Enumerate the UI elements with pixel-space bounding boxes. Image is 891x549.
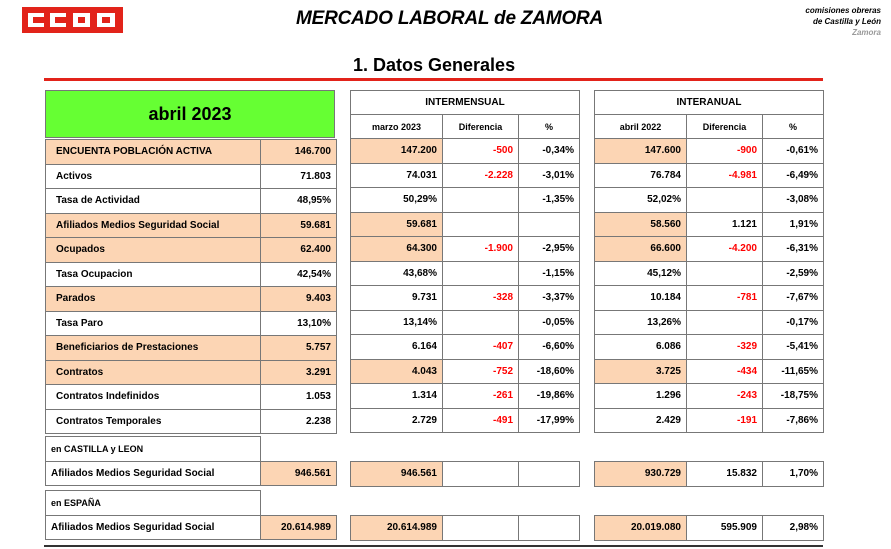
table-row <box>351 408 580 433</box>
intermensual-diff: -1.900 <box>443 237 519 262</box>
interanual-espana-diff: 595.909 <box>687 516 763 541</box>
bottom-divider <box>44 545 823 547</box>
intermensual-pct: -19,86% <box>519 384 580 409</box>
interanual-table <box>594 90 824 433</box>
table-row <box>46 311 337 336</box>
table-row <box>46 336 337 361</box>
interanual-pct: -0,61% <box>763 139 824 164</box>
interanual-castilla-value: 930.729 <box>595 462 687 487</box>
interanual-col-period: abril 2022 <box>595 115 687 139</box>
intermensual-value: 74.031 <box>351 163 443 188</box>
intermensual-pct: -2,95% <box>519 237 580 262</box>
intermensual-value: 50,29% <box>351 188 443 213</box>
table-row <box>46 164 337 189</box>
intermensual-value: 9.731 <box>351 286 443 311</box>
interanual-castilla-pct: 1,70% <box>763 462 824 487</box>
section-title: 1. Datos Generales <box>353 55 516 75</box>
indicator-label: Afiliados Medios Seguridad Social <box>46 213 261 238</box>
interanual-pct: -7,67% <box>763 286 824 311</box>
intermensual-pct: -18,60% <box>519 359 580 384</box>
indicator-label: Contratos Indefinidos <box>46 385 261 410</box>
table-row <box>351 188 580 213</box>
indicator-label: Contratos <box>46 360 261 385</box>
interanual-diff: -4.200 <box>687 237 763 262</box>
table-row <box>595 359 824 384</box>
table-row <box>351 384 580 409</box>
interanual-pct: -7,86% <box>763 408 824 433</box>
indicator-value: 146.700 <box>261 140 337 165</box>
table-row <box>595 384 824 409</box>
table-row <box>595 335 824 360</box>
table-row <box>595 188 824 213</box>
interanual-value: 2.429 <box>595 408 687 433</box>
indicator-label: Tasa Ocupacion <box>46 262 261 287</box>
intermensual-col-diff: Diferencia <box>443 115 519 139</box>
intermensual-diff: -407 <box>443 335 519 360</box>
interanual-diff <box>687 261 763 286</box>
castilla-value: 946.561 <box>261 461 337 486</box>
org-line-2: de Castilla y León <box>812 17 881 26</box>
interanual-diff: -243 <box>687 384 763 409</box>
interanual-castilla-row <box>594 461 824 487</box>
table-row <box>351 359 580 384</box>
table-row <box>595 212 824 237</box>
intermensual-espana-diff <box>443 516 519 541</box>
intermensual-value: 59.681 <box>351 212 443 237</box>
indicator-value: 1.053 <box>261 385 337 410</box>
interanual-diff: -781 <box>687 286 763 311</box>
indicator-label: Activos <box>46 164 261 189</box>
table-row <box>351 237 580 262</box>
document-title: MERCADO LABORAL de ZAMORA <box>296 8 604 29</box>
interanual-pct: -0,17% <box>763 310 824 335</box>
intermensual-diff <box>443 310 519 335</box>
interanual-col-pct: % <box>763 115 824 139</box>
castilla-row-label: Afiliados Medios Seguridad Social <box>46 461 261 486</box>
ccoo-logo <box>22 7 123 33</box>
intermensual-diff <box>443 188 519 213</box>
intermensual-value: 6.164 <box>351 335 443 360</box>
intermensual-pct <box>519 212 580 237</box>
table-row <box>351 286 580 311</box>
intermensual-pct: -0,05% <box>519 310 580 335</box>
table-row <box>46 287 337 312</box>
intermensual-espana-value: 20.614.989 <box>351 516 443 541</box>
espana-table <box>45 490 337 540</box>
interanual-pct: -3,08% <box>763 188 824 213</box>
indicator-label: Beneficiarios de Prestaciones <box>46 336 261 361</box>
table-row <box>351 335 580 360</box>
table-row <box>351 212 580 237</box>
castilla-leon-table <box>45 436 337 486</box>
interanual-diff: -191 <box>687 408 763 433</box>
intermensual-castilla-value: 946.561 <box>351 462 443 487</box>
table-row <box>595 139 824 164</box>
interanual-espana-row <box>594 515 824 541</box>
interanual-pct: -11,65% <box>763 359 824 384</box>
indicator-label: Tasa de Actividad <box>46 189 261 214</box>
org-line-3: Zamora <box>852 28 881 37</box>
intermensual-pct: -17,99% <box>519 408 580 433</box>
interanual-value: 58.560 <box>595 212 687 237</box>
intermensual-value: 13,14% <box>351 310 443 335</box>
org-line-1: comisiones obreras <box>805 6 881 15</box>
indicator-value: 48,95% <box>261 189 337 214</box>
interanual-espana-value: 20.019.080 <box>595 516 687 541</box>
interanual-title: INTERANUAL <box>595 91 824 115</box>
intermensual-value: 43,68% <box>351 261 443 286</box>
interanual-pct: -6,31% <box>763 237 824 262</box>
intermensual-pct: -3,37% <box>519 286 580 311</box>
table-row <box>595 408 824 433</box>
espana-heading: en ESPAÑA <box>46 491 261 516</box>
table-row <box>46 409 337 434</box>
intermensual-pct: -0,34% <box>519 139 580 164</box>
table-row <box>595 286 824 311</box>
indicator-value: 9.403 <box>261 287 337 312</box>
indicator-value: 42,54% <box>261 262 337 287</box>
intermensual-pct: -1,15% <box>519 261 580 286</box>
interanual-pct: -2,59% <box>763 261 824 286</box>
table-row <box>46 213 337 238</box>
interanual-value: 3.725 <box>595 359 687 384</box>
intermensual-table <box>350 90 580 433</box>
intermensual-value: 147.200 <box>351 139 443 164</box>
intermensual-diff <box>443 212 519 237</box>
castilla-heading: en CASTILLA y LEON <box>46 437 261 462</box>
table-row <box>595 163 824 188</box>
interanual-pct: -18,75% <box>763 384 824 409</box>
interanual-diff: -4.981 <box>687 163 763 188</box>
interanual-diff: -329 <box>687 335 763 360</box>
interanual-diff <box>687 310 763 335</box>
intermensual-castilla-row <box>350 461 580 487</box>
table-row <box>595 237 824 262</box>
intermensual-diff: -261 <box>443 384 519 409</box>
indicator-value: 3.291 <box>261 360 337 385</box>
section-divider <box>44 78 823 81</box>
interanual-diff: -900 <box>687 139 763 164</box>
indicator-value: 5.757 <box>261 336 337 361</box>
indicator-value: 62.400 <box>261 238 337 263</box>
table-row <box>351 310 580 335</box>
intermensual-col-pct: % <box>519 115 580 139</box>
interanual-diff: -434 <box>687 359 763 384</box>
table-row <box>351 139 580 164</box>
intermensual-diff <box>443 261 519 286</box>
intermensual-espana-pct <box>519 516 580 541</box>
indicator-value: 59.681 <box>261 213 337 238</box>
current-period-label: abril 2023 <box>45 90 335 138</box>
intermensual-value: 4.043 <box>351 359 443 384</box>
indicator-value: 13,10% <box>261 311 337 336</box>
interanual-value: 45,12% <box>595 261 687 286</box>
table-row <box>351 163 580 188</box>
interanual-value: 66.600 <box>595 237 687 262</box>
table-row <box>46 189 337 214</box>
table-row <box>46 262 337 287</box>
intermensual-diff: -752 <box>443 359 519 384</box>
table-row <box>351 261 580 286</box>
intermensual-diff: -491 <box>443 408 519 433</box>
interanual-pct: -6,49% <box>763 163 824 188</box>
indicator-value: 2.238 <box>261 409 337 434</box>
intermensual-col-period: marzo 2023 <box>351 115 443 139</box>
intermensual-value: 64.300 <box>351 237 443 262</box>
interanual-castilla-diff: 15.832 <box>687 462 763 487</box>
intermensual-castilla-diff <box>443 462 519 487</box>
intermensual-pct: -3,01% <box>519 163 580 188</box>
intermensual-pct: -1,35% <box>519 188 580 213</box>
intermensual-value: 2.729 <box>351 408 443 433</box>
indicators-table <box>45 139 337 434</box>
intermensual-pct: -6,60% <box>519 335 580 360</box>
interanual-value: 1.296 <box>595 384 687 409</box>
interanual-col-diff: Diferencia <box>687 115 763 139</box>
table-row <box>595 261 824 286</box>
interanual-espana-pct: 2,98% <box>763 516 824 541</box>
intermensual-title: INTERMENSUAL <box>351 91 580 115</box>
table-row <box>46 140 337 165</box>
intermensual-diff: -328 <box>443 286 519 311</box>
table-row <box>595 310 824 335</box>
espana-value: 20.614.989 <box>261 515 337 540</box>
interanual-pct: -5,41% <box>763 335 824 360</box>
intermensual-espana-row <box>350 515 580 541</box>
indicator-value: 71.803 <box>261 164 337 189</box>
intermensual-castilla-pct <box>519 462 580 487</box>
interanual-value: 147.600 <box>595 139 687 164</box>
indicator-label: ENCUENTA POBLACIÓN ACTIVA <box>46 140 261 165</box>
table-row <box>46 385 337 410</box>
table-row <box>46 238 337 263</box>
intermensual-diff: -500 <box>443 139 519 164</box>
interanual-diff <box>687 188 763 213</box>
indicator-label: Contratos Temporales <box>46 409 261 434</box>
indicator-label: Ocupados <box>46 238 261 263</box>
indicator-label: Tasa Paro <box>46 311 261 336</box>
intermensual-diff: -2.228 <box>443 163 519 188</box>
interanual-value: 52,02% <box>595 188 687 213</box>
interanual-value: 76.784 <box>595 163 687 188</box>
interanual-pct: 1,91% <box>763 212 824 237</box>
interanual-diff: 1.121 <box>687 212 763 237</box>
table-row <box>46 360 337 385</box>
indicator-label: Parados <box>46 287 261 312</box>
interanual-value: 13,26% <box>595 310 687 335</box>
espana-row-label: Afiliados Medios Seguridad Social <box>46 515 261 540</box>
organization-name <box>805 5 881 38</box>
interanual-value: 10.184 <box>595 286 687 311</box>
intermensual-value: 1.314 <box>351 384 443 409</box>
interanual-value: 6.086 <box>595 335 687 360</box>
